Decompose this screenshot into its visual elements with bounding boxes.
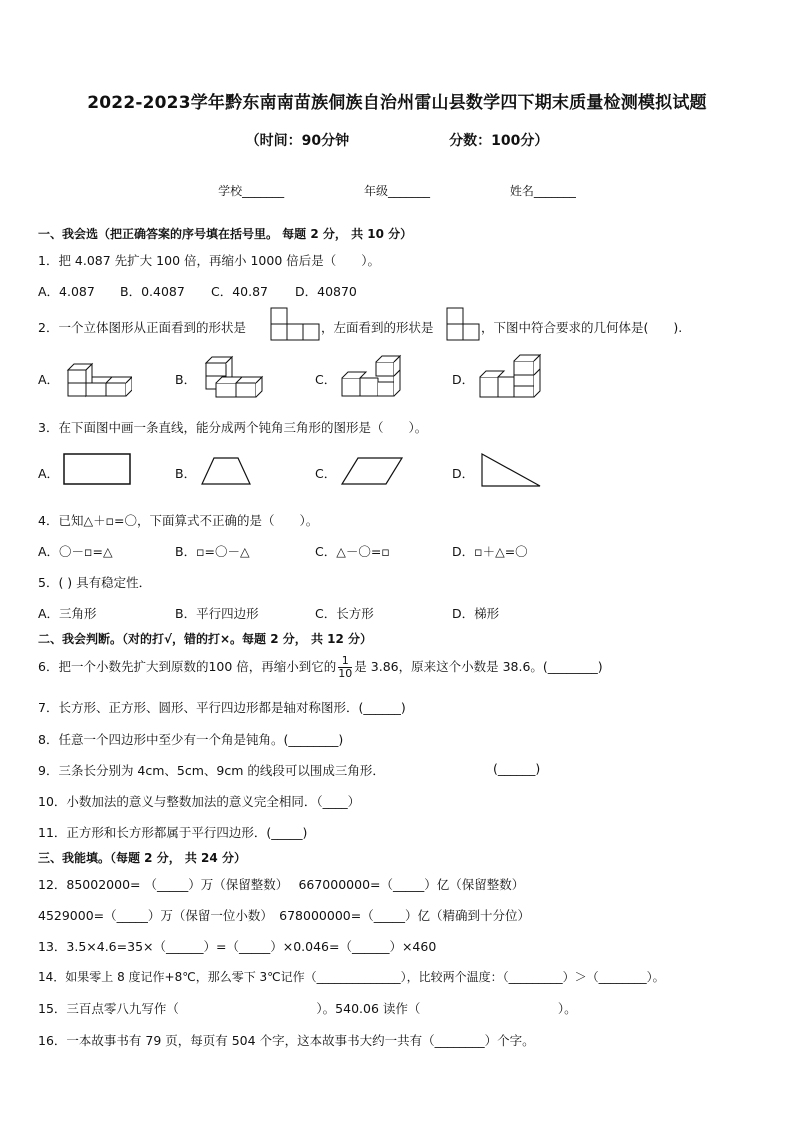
q1-option-c[interactable]: C．40.87 — [211, 284, 269, 299]
q2-label-b[interactable]: B． — [175, 372, 197, 387]
front-view-figure — [270, 307, 320, 341]
q3-parallelogram-shape[interactable] — [340, 456, 404, 486]
school-field[interactable]: 学校_______ — [218, 184, 285, 198]
q2-option-a-cubes[interactable] — [66, 356, 132, 398]
grade-field[interactable]: 年级_______ — [363, 184, 430, 198]
section-2-heading: 二、我会判断。（对的打√，错的打×。每题 2 分， 共 12 分） — [38, 632, 372, 646]
q4-option-a[interactable]: A．〇－▫=△ — [38, 544, 113, 559]
question-9: 9．三条长分别为 4cm、5cm、9cm 的线段可以围成三角形． — [38, 763, 385, 778]
q5-option-b[interactable]: B．平行四边形 — [175, 606, 259, 621]
q4-option-c[interactable]: C．△－〇=▫ — [315, 544, 390, 559]
question-13[interactable]: 13．3.5×4.6=35×（______）=（_____）×0.046=（______）×460 — [38, 939, 437, 954]
q3-rectangle-shape[interactable] — [62, 452, 132, 486]
left-view-figure — [446, 307, 480, 341]
question-8[interactable]: 8．任意一个四边形中至少有一个角是钝角。(________) — [38, 732, 344, 747]
section-1-heading: 一、我会选（把正确答案的序号填在括号里。 每题 2 分， 共 10 分） — [38, 227, 413, 241]
question-15[interactable]: 15．三百点零八九写作（ ）。540.06 读作（ ）。 — [38, 1001, 577, 1016]
q1-option-b[interactable]: B．0.4087 — [120, 284, 185, 299]
q4-option-d[interactable]: D．▫＋△=〇 — [452, 544, 528, 559]
question-10[interactable]: 10．小数加法的意义与整数加法的意义完全相同．（____） — [38, 794, 361, 809]
question-4: 4．已知△＋▫=〇，下面算式不正确的是（ ）。 — [38, 513, 319, 528]
q3-label-a[interactable]: A． — [38, 466, 60, 481]
question-2-part-a: 2．一个立体图形从正面看到的形状是 — [38, 320, 246, 335]
exam-subtitle — [0, 130, 794, 150]
question-16[interactable]: 16．一本故事书有 79 页，每页有 504 个字，这本故事书大约一共有（________）个字。 — [38, 1033, 535, 1048]
question-14[interactable]: 14．如果零上 8 度记作+8℃，那么零下 3℃记作（______________），比较两个温度：（_________）＞（________）。 — [38, 970, 665, 984]
time-label: （时间：90分钟 — [245, 133, 350, 149]
q2-label-d[interactable]: D． — [452, 372, 475, 387]
q3-trapezoid-shape[interactable] — [200, 456, 252, 486]
fraction-one-tenth: $\frac{1}{10}$ — [338, 654, 353, 680]
q2-label-a[interactable]: A． — [38, 372, 60, 387]
score-label: 分数：100分） — [449, 133, 549, 149]
question-12-line-2[interactable]: 4529000=（_____）万（保留一位小数） 678000000=（_____）亿（精确到十分位） — [38, 908, 530, 923]
question-2-part-c: ，下图中符合要求的几何体是( ). — [481, 320, 683, 335]
question-3: 3．在下面图中画一条直线，能分成两个钝角三角形的图形是（ ）。 — [38, 420, 428, 435]
q9-answer-blank[interactable]: (______) — [493, 761, 541, 776]
q3-right-triangle-shape[interactable] — [480, 452, 542, 488]
q3-label-b[interactable]: B． — [175, 466, 197, 481]
question-7[interactable]: 7．长方形、正方形、圆形、平行四边形都是轴对称图形．(______) — [38, 700, 406, 715]
question-1: 1．把 4.087 先扩大 100 倍，再缩小 1000 倍后是（ ）。 — [38, 253, 380, 268]
student-info — [0, 182, 794, 199]
q6-text-a: 6．把一个小数先扩大到原数的100 倍，再缩小到它的 — [38, 659, 337, 674]
q5-option-d[interactable]: D．梯形 — [452, 606, 500, 621]
q3-label-c[interactable]: C． — [315, 466, 337, 481]
q2-option-d-cubes[interactable] — [478, 353, 542, 399]
question-12-line-1[interactable]: 12．85002000= （_____）万（保留整数） 667000000=（_____）亿（保留整数） — [38, 877, 525, 892]
q3-label-d[interactable]: D． — [452, 466, 475, 481]
exam-title: 2022-2023学年黔东南南苗族侗族自治州雷山县数学四下期末质量检测模拟试题 — [87, 93, 707, 113]
q6-text-b[interactable]: 是 3.86，原来这个小数是 38.6。(________) — [354, 659, 603, 674]
q1-option-d[interactable]: D．40870 — [295, 284, 357, 299]
question-11[interactable]: 11．正方形和长方形都属于平行四边形．(_____) — [38, 825, 308, 840]
question-6 — [38, 655, 603, 680]
q2-option-c-cubes[interactable] — [340, 352, 402, 398]
q5-option-a[interactable]: A．三角形 — [38, 606, 97, 621]
section-3-heading: 三、我能填。（每题 2 分， 共 24 分） — [38, 851, 246, 865]
question-2-part-b: ，左面看到的形状是 — [321, 320, 434, 335]
question-5: 5．( ) 具有稳定性． — [38, 575, 152, 590]
q1-option-a[interactable]: A．4.087 — [38, 284, 95, 299]
q5-option-c[interactable]: C．长方形 — [315, 606, 374, 621]
q4-option-b[interactable]: B．▫=〇－△ — [175, 544, 250, 559]
name-field[interactable]: 姓名_______ — [509, 184, 576, 198]
q2-option-b-cubes[interactable] — [202, 353, 266, 399]
q2-label-c[interactable]: C． — [315, 372, 337, 387]
